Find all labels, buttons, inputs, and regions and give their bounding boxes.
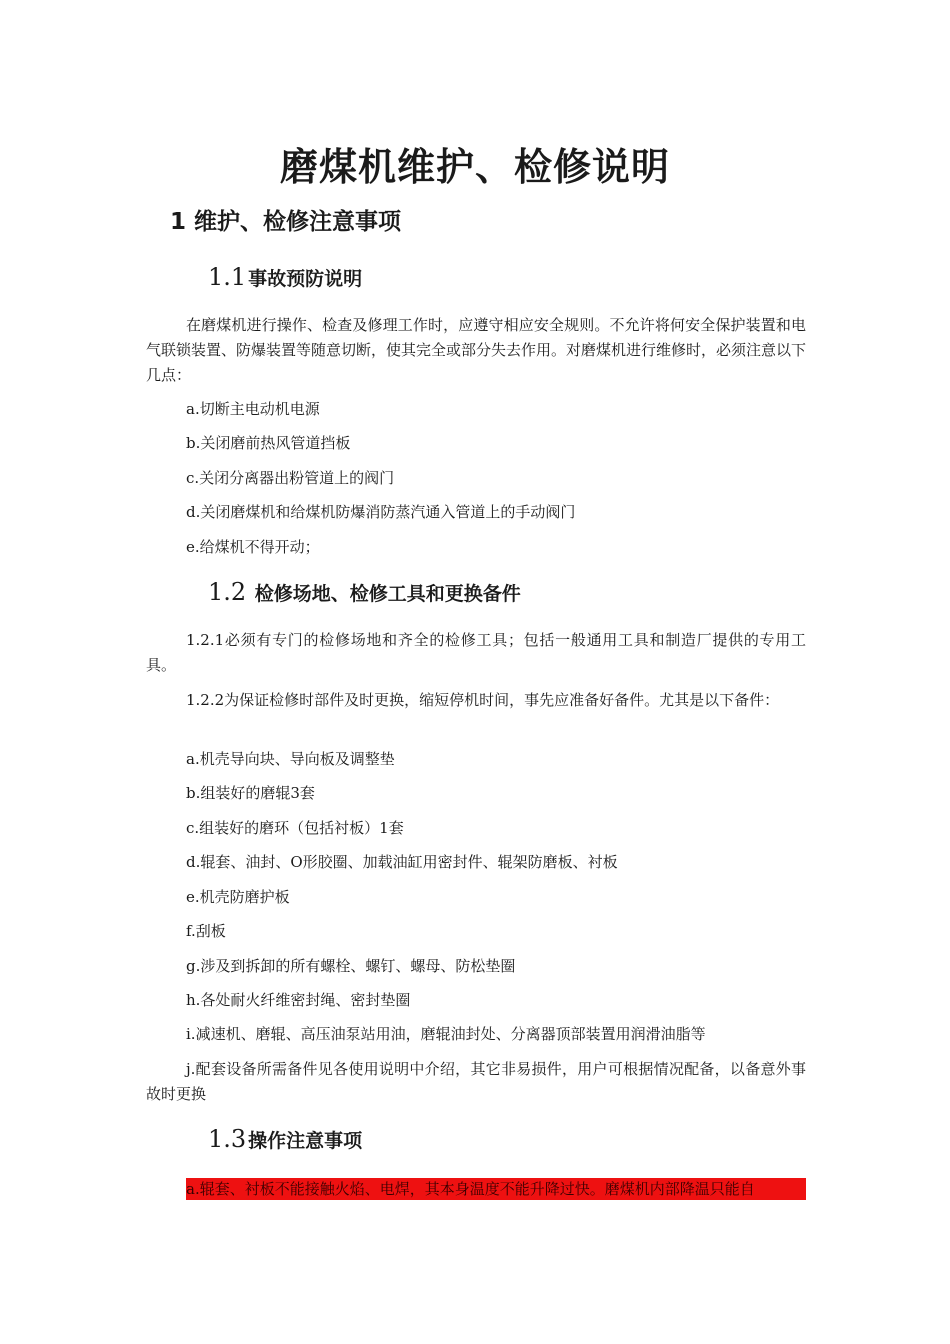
section-number: 1.3 [208,1125,247,1153]
list-item: b.组装好的磨辊3套 [186,784,315,802]
section-number: 1.2 [208,578,247,606]
section-1-1-paragraph: 在磨煤机进行操作、检查及修理工作时，应遵守相应安全规则。不允许将何安全保护装置和电气联锁装置、防爆装置等随意切断，使其完全或部分失去作用。对磨煤机进行维修时，必须注意以下几点： [146,316,807,384]
section-1-2-2-paragraph: 1.2.2为保证检修时部件及时更换，缩短停机时间，事先应准备好备件。尤其是以下备件： [186,691,780,709]
section-title: 操作注意事项 [248,1130,363,1152]
list-item: a.切断主电动机电源 [186,400,320,418]
section-1-2-heading [208,578,521,606]
list-item: i.减速机、磨辊、高压油泵站用油，磨辊油封处、分离器顶部装置用润滑油脂等 [186,1025,706,1043]
section-number: 1.1 [208,263,247,291]
section-1-heading: 1 维护、检修注意事项 [170,209,402,235]
section-1-2-j-paragraph: j.配套设备所需备件见各使用说明中介绍，其它非易损件，用户可根据情况配备，以备意外事故时更换 [146,1060,806,1103]
section-1-1-heading [208,263,362,291]
list-item: f.刮板 [186,922,226,940]
document-title: 磨煤机维护、检修说明 [279,145,670,189]
list-item: h.各处耐火纤维密封绳、密封垫圈 [186,991,411,1009]
list-item: b.关闭磨前热风管道挡板 [186,434,351,452]
list-item: g.涉及到拆卸的所有螺栓、螺钉、螺母、防松垫圈 [186,957,516,975]
list-item: c.组装好的磨环（包括衬板）1套 [186,819,404,837]
list-item: a.机壳导向块、导向板及调整垫 [186,750,395,768]
list-item: d.辊套、油封、O形胶圈、加载油缸用密封件、辊架防磨板、衬板 [186,853,618,871]
highlighted-text-line: a.辊套、衬板不能接触火焰、电焊，其本身温度不能升降过快。磨煤机内部降温只能自 [186,1178,806,1200]
section-1-3-heading [208,1125,362,1153]
list-item: d.关闭磨煤机和给煤机防爆消防蒸汽通入管道上的手动阀门 [186,503,576,521]
list-item: e.给煤机不得开动； [186,538,320,556]
list-item: e.机壳防磨护板 [186,888,290,906]
list-item: c.关闭分离器出粉管道上的阀门 [186,469,395,487]
section-title: 事故预防说明 [248,268,363,290]
section-1-2-1-paragraph: 1.2.1必须有专门的检修场地和齐全的检修工具；包括一般通用工具和制造厂提供的专用工具。 [146,631,806,674]
section-title: 检修场地、检修工具和更换备件 [254,583,521,605]
